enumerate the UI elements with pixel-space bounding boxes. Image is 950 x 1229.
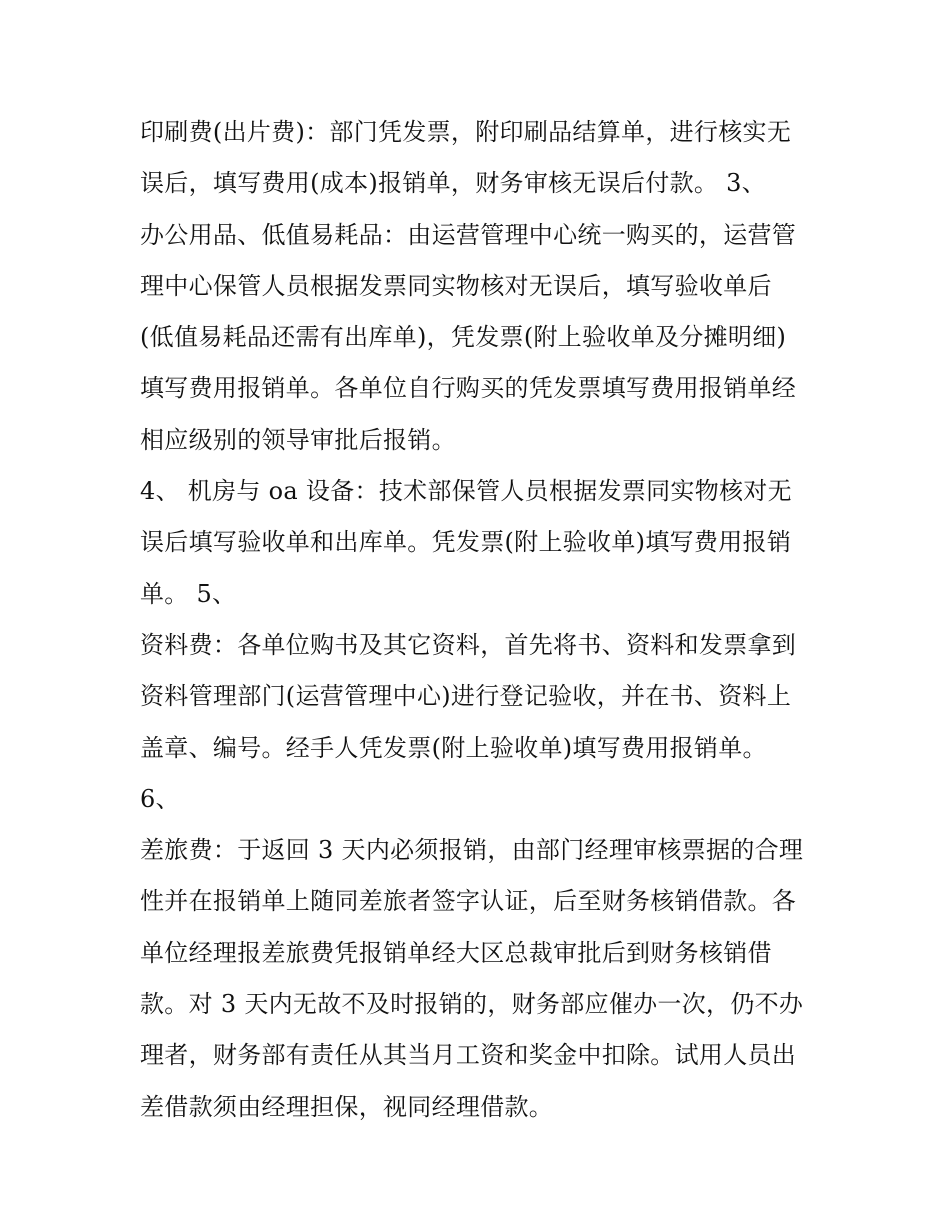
text-line: 资料费：各单位购书及其它资料，首先将书、资料和发票拿到 <box>140 630 797 659</box>
text-line: 款。对 3 天内无故不及时报销的，财务部应催办一次，仍不办 <box>140 990 804 1019</box>
text-line: 填写费用报销单。各单位自行购买的凭发票填写费用报销单经 <box>140 374 797 403</box>
text-line: 资料管理部门(运营管理中心)进行登记验收，并在书、资料上 <box>140 682 792 711</box>
text-line: 单位经理报差旅费凭报销单经大区总裁审批后到财务核销借 <box>140 938 772 967</box>
text-line: 性并在报销单上随同差旅者签字认证，后至财务核销借款。各 <box>140 887 797 916</box>
text-line: 理者，财务部有责任从其当月工资和奖金中扣除。试用人员出 <box>140 1041 797 1070</box>
text-line: 单。 5、 <box>140 579 237 608</box>
text-line: 误后，填写费用(成本)报销单，财务审核无误后付款。 3、 <box>140 169 767 198</box>
text-line: 误后填写验收单和出库单。凭发票(附上验收单)填写费用报销 <box>140 528 792 557</box>
text-line: 4、 机房与 oa 设备：技术部保管人员根据发票同实物核对无 <box>140 477 792 506</box>
text-line: 盖章、编号。经手人凭发票(附上验收单)填写费用报销单。 <box>140 733 767 762</box>
text-line: 印刷费(出片费)：部门凭发票，附印刷品结算单，进行核实无 <box>140 118 792 146</box>
text-line: 办公用品、低值易耗品：由运营管理中心统一购买的，运营管 <box>140 220 797 249</box>
text-line: 理中心保管人员根据发票同实物核对无误后，填写验收单后 <box>140 271 772 300</box>
text-line: 差借款须由经理担保，视同经理借款。 <box>140 1092 554 1121</box>
document-body <box>140 107 820 1133</box>
text-line: 差旅费：于返回 3 天内必须报销，由部门经理审核票据的合理 <box>140 836 804 865</box>
text-line: 6、 <box>140 784 180 813</box>
text-line: 相应级别的领导审批后报销。 <box>140 425 456 454</box>
text-line: (低值易耗品还需有出库单)，凭发票(附上验收单及分摊明细) <box>140 323 787 352</box>
